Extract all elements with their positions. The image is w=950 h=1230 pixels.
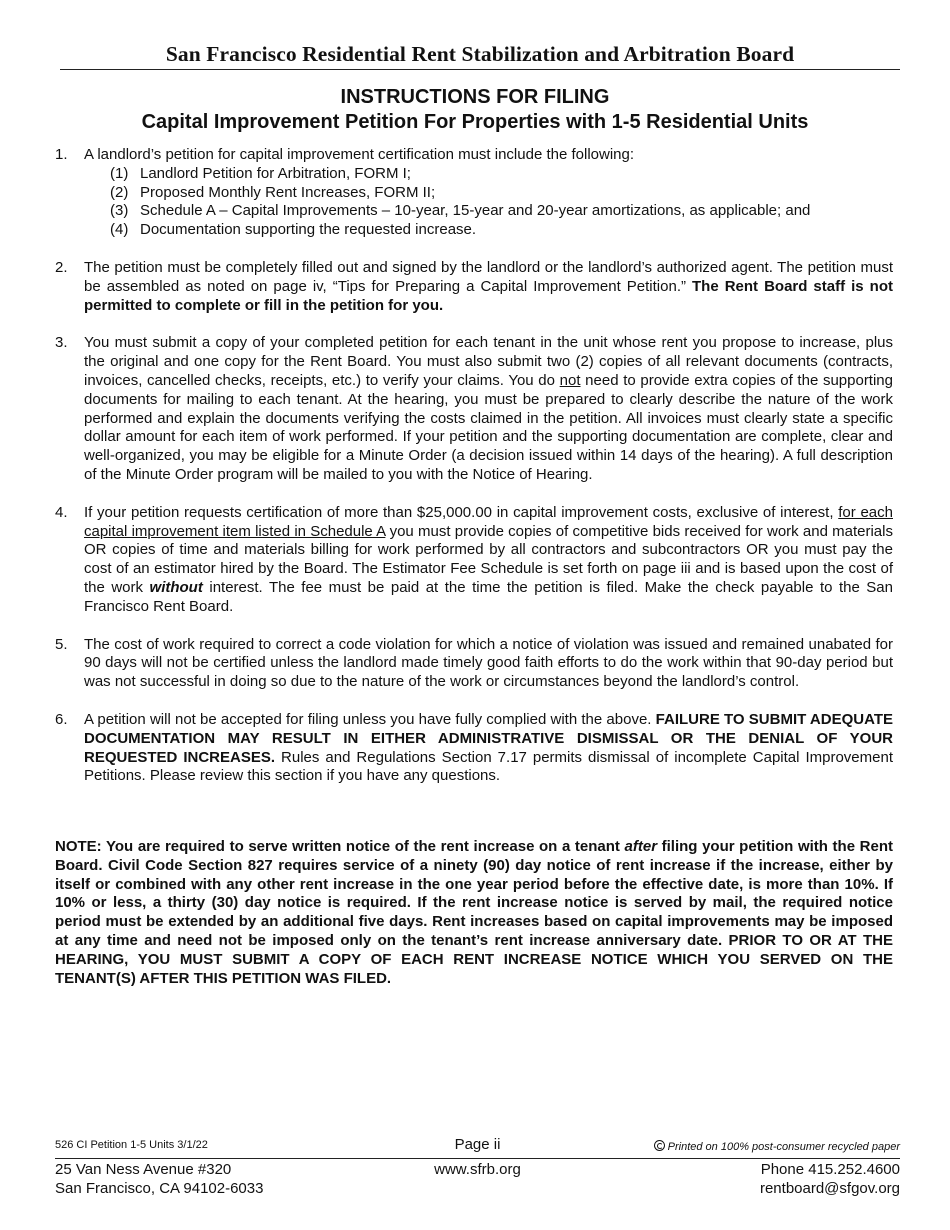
rent-increase-note xyxy=(55,838,893,988)
website-link[interactable]: www.sfrb.org xyxy=(434,1161,521,1178)
address-line-1: 25 Van Ness Avenue #320 xyxy=(55,1161,232,1178)
item-underlined-text: for each capital improvement item listed in Schedule A xyxy=(84,503,893,540)
item-number: 4. xyxy=(55,503,68,521)
instructions-list xyxy=(55,146,893,805)
item-number: 5. xyxy=(55,635,68,653)
recycle-icon xyxy=(654,1140,665,1151)
recycled-text: Printed on 100% post-consumer recycled paper xyxy=(667,1141,900,1153)
item-text: The cost of work required to correct a code violation for which a notice of violation was issued and remained unabated for 90 days will not be certified unless the landlord made timely good faith efforts to do the work within that 90-day period but was not successful in doing so due to the nature of the work or circumstances beyond the landlord’s control. xyxy=(84,635,893,691)
page-subtitle: Capital Improvement Petition For Properties with 1-5 Residential Units xyxy=(141,111,809,133)
item-body: Rules and Regulations Section 7.17 permits dismissal of incomplete Capital Improvement Petitions. Please review this section if you have any questions. xyxy=(84,748,894,785)
item-text xyxy=(84,711,893,786)
item-number: 2. xyxy=(55,258,68,276)
item-number: 3. xyxy=(55,334,68,352)
item-text xyxy=(84,334,893,484)
item-body: A petition will not be accepted for filing unless you have fully complied with the above. xyxy=(84,710,656,728)
sub-item xyxy=(110,202,893,221)
sub-item xyxy=(110,221,893,240)
item-body: If your petition requests certification of more than $25,000.00 in capital improvement costs, exclusive of interest, xyxy=(84,503,839,521)
note-italic-text: after xyxy=(624,838,658,855)
instruction-item-5 xyxy=(55,636,893,692)
sub-item-number: (1) xyxy=(110,164,129,182)
board-name-header: San Francisco Residential Rent Stabilization and Arbitration Board xyxy=(165,42,795,66)
item-body: you must provide copies of competitive bids received for work and materials OR copies of time and materials billing for work performed by all contractors and subcontractors OR you must pay the cost of an estimator hired by the Board. The Estimator Fee Schedule is set forth on page iii and is based upon the cost of the work xyxy=(84,522,893,596)
item-text xyxy=(84,504,893,617)
address-line-2: San Francisco, CA 94102-6033 xyxy=(55,1180,264,1197)
instruction-item-1 xyxy=(55,146,893,240)
item-number: 1. xyxy=(55,146,68,163)
page-title: INSTRUCTIONS FOR FILING xyxy=(340,86,610,108)
sub-item-number: (2) xyxy=(110,183,129,201)
page-number: Page ii xyxy=(454,1136,501,1153)
item-bold-text: The Rent Board staff is not permitted to complete or fill in the petition for you. xyxy=(84,277,893,314)
item-bold-text: FAILURE TO SUBMIT ADEQUATE DOCUMENTATION MAY RESULT IN EITHER ADMINISTRATIVE DISMISSAL OR THE DENIAL OF YOUR REQUESTED INCREASES. xyxy=(84,710,893,766)
footer-contact xyxy=(760,1160,900,1198)
note-text: filing your petition with the Rent Board. Civil Code Section 827 requires service of a ninety (90) day notice of rent increase if the increase, either by itself or combined with any other rent increase in the one year period before the effective date, is more than 10%. If 10% or less, a thirty (30) day notice is required. If the rent increase notice is served by mail, the required notice period must be extended by an additional five days. Rent increases based on capital improvements may be imposed at any time and need not be imposed only on the tenant’s rent increase anniversary date. PRIOR TO OR AT THE HEARING, YOU MUST SUBMIT A COPY OF EACH RENT INCREASE NOTICE WHICH YOU SERVED ON THE TENANT(S) AFTER THIS PETITION WAS FILED. xyxy=(55,838,893,987)
instruction-item-4 xyxy=(55,504,893,617)
sub-item xyxy=(110,184,893,203)
item-emphasis-text: without xyxy=(149,578,203,596)
item-body: need to provide extra copies of the supporting documents for mailing to each tenant. At the hearing, you must be prepared to clearly describe the nature of the work performed and explain the documents verifying the costs claimed in the petition. All invoices must clearly state a specific dollar amount for each item of work performed. If your petition and the supporting documentation are complete, clear and well-organized, you may be eligible for a Minute Order (a decision issued within 14 days of the hearing). A full description of the Minute Order program will be mailed to you with the Notice of Hearing. xyxy=(84,371,893,483)
instruction-item-2 xyxy=(55,259,893,315)
header-divider xyxy=(60,69,900,70)
sub-item-text: Landlord Petition for Arbitration, FORM I; xyxy=(140,164,411,182)
item-underlined-text: not xyxy=(559,371,581,389)
instruction-item-3 xyxy=(55,334,893,484)
instruction-item-6 xyxy=(55,711,893,786)
sub-item-text: Documentation supporting the requested increase. xyxy=(140,221,477,239)
item-number: 6. xyxy=(55,710,68,728)
sub-item-text: Schedule A – Capital Improvements – 10-year, 15-year and 20-year amortizations, as applicable; and xyxy=(140,202,811,220)
email-link[interactable]: rentboard@sfgov.org xyxy=(759,1180,900,1197)
item-body: The petition must be completely filled out and signed by the landlord or the landlord’s authorized agent. The petition must be assembled as noted on page iv, “Tips for Preparing a Capital Improvement Petition.” xyxy=(84,258,893,295)
item-body: You must submit a copy of your completed petition for each tenant in the unit whose rent you propose to increase, plus the original and one copy for the Rent Board. You must also submit two (2) copies of all relevant documents (contracts, invoices, cancelled checks, receipts, etc.) to verify your claims. You do xyxy=(84,334,893,389)
item-text: A landlord’s petition for capital improvement certification must include the following: xyxy=(84,146,635,163)
item-body: interest. The fee must be paid at the time the petition is filed. Make the check payable to the San Francisco Rent Board. xyxy=(84,578,893,615)
form-id: 526 CI Petition 1-5 Units 3/1/22 xyxy=(55,1139,208,1151)
footer-contact-row xyxy=(55,1160,900,1200)
recycled-paper-note xyxy=(654,1139,900,1153)
sub-item-number: (4) xyxy=(110,221,129,239)
phone-number: Phone 415.252.4600 xyxy=(760,1161,900,1178)
sub-item-text: Proposed Monthly Rent Increases, FORM II; xyxy=(140,183,436,201)
required-documents-list xyxy=(110,165,893,240)
item-text xyxy=(84,259,893,315)
note-text: NOTE: You are required to serve written notice of the rent increase on a tenant xyxy=(55,838,625,855)
sub-item xyxy=(110,165,893,184)
sub-item-number: (3) xyxy=(110,202,129,220)
footer-divider xyxy=(55,1158,900,1159)
footer-top-row xyxy=(55,1136,900,1156)
